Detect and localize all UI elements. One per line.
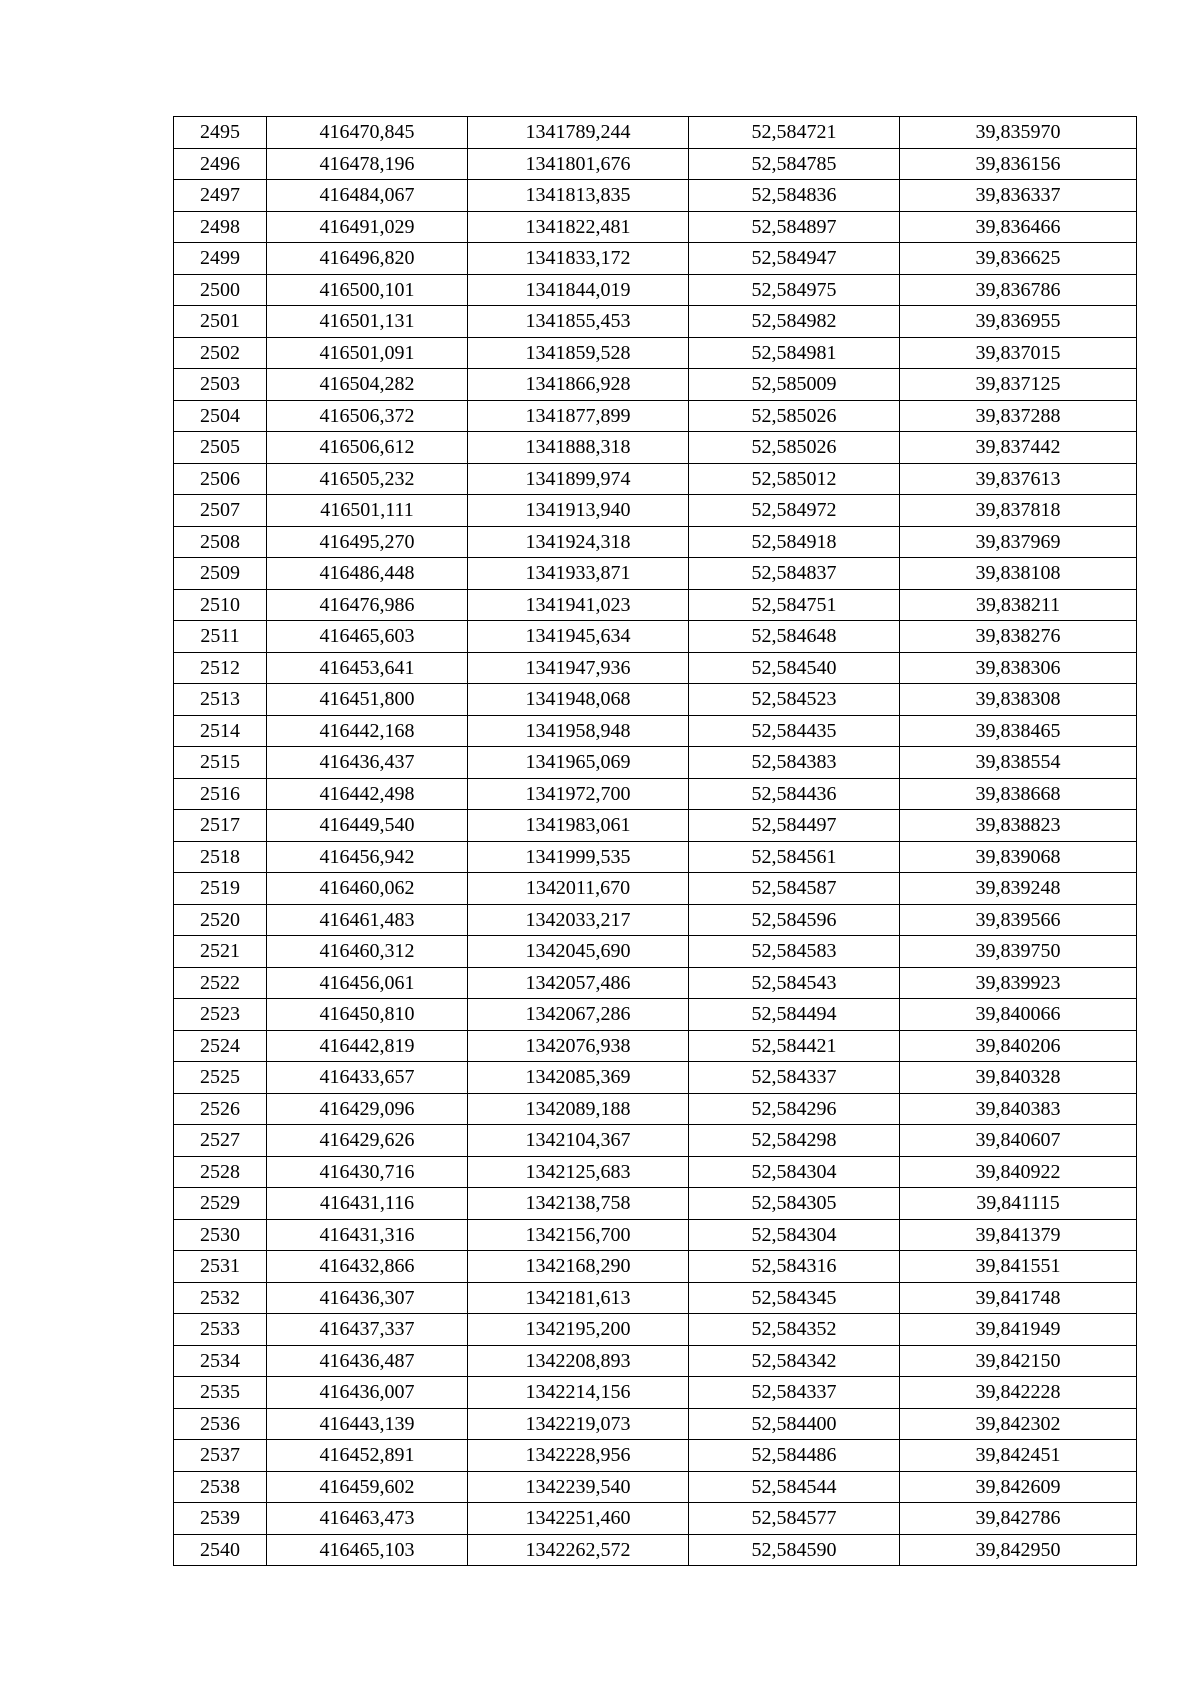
table-row — [174, 967, 1137, 999]
y-coordinate-cell: 1341958,948 — [468, 715, 689, 747]
x-coordinate-cell: 416429,626 — [267, 1125, 468, 1157]
longitude-cell: 39,842609 — [900, 1471, 1137, 1503]
latitude-cell: 52,584982 — [689, 306, 900, 338]
x-coordinate-cell: 416436,307 — [267, 1282, 468, 1314]
table-row — [174, 1314, 1137, 1346]
latitude-cell: 52,584590 — [689, 1534, 900, 1566]
y-coordinate-cell: 1341813,835 — [468, 180, 689, 212]
point-number-cell: 2503 — [174, 369, 267, 401]
latitude-cell: 52,585009 — [689, 369, 900, 401]
y-coordinate-cell: 1342104,367 — [468, 1125, 689, 1157]
latitude-cell: 52,584436 — [689, 778, 900, 810]
latitude-cell: 52,584352 — [689, 1314, 900, 1346]
latitude-cell: 52,584421 — [689, 1030, 900, 1062]
point-number-cell: 2500 — [174, 274, 267, 306]
point-number-cell: 2538 — [174, 1471, 267, 1503]
latitude-cell: 52,584316 — [689, 1251, 900, 1283]
latitude-cell: 52,584583 — [689, 936, 900, 968]
latitude-cell: 52,584918 — [689, 526, 900, 558]
point-number-cell: 2523 — [174, 999, 267, 1031]
longitude-cell: 39,838308 — [900, 684, 1137, 716]
latitude-cell: 52,584435 — [689, 715, 900, 747]
longitude-cell: 39,837969 — [900, 526, 1137, 558]
longitude-cell: 39,841949 — [900, 1314, 1137, 1346]
latitude-cell: 52,584596 — [689, 904, 900, 936]
longitude-cell: 39,837288 — [900, 400, 1137, 432]
latitude-cell: 52,584648 — [689, 621, 900, 653]
table-row — [174, 747, 1137, 779]
point-number-cell: 2540 — [174, 1534, 267, 1566]
latitude-cell: 52,584523 — [689, 684, 900, 716]
table-row — [174, 211, 1137, 243]
point-number-cell: 2496 — [174, 148, 267, 180]
x-coordinate-cell: 416505,232 — [267, 463, 468, 495]
longitude-cell: 39,838276 — [900, 621, 1137, 653]
table-row — [174, 306, 1137, 338]
x-coordinate-cell: 416429,096 — [267, 1093, 468, 1125]
table-row — [174, 873, 1137, 905]
latitude-cell: 52,584337 — [689, 1377, 900, 1409]
x-coordinate-cell: 416461,483 — [267, 904, 468, 936]
longitude-cell: 39,840922 — [900, 1156, 1137, 1188]
table-row — [174, 274, 1137, 306]
y-coordinate-cell: 1341947,936 — [468, 652, 689, 684]
longitude-cell: 39,840206 — [900, 1030, 1137, 1062]
table-row — [174, 999, 1137, 1031]
point-number-cell: 2519 — [174, 873, 267, 905]
table-row — [174, 1503, 1137, 1535]
longitude-cell: 39,839750 — [900, 936, 1137, 968]
point-number-cell: 2518 — [174, 841, 267, 873]
y-coordinate-cell: 1342168,290 — [468, 1251, 689, 1283]
point-number-cell: 2498 — [174, 211, 267, 243]
point-number-cell: 2533 — [174, 1314, 267, 1346]
point-number-cell: 2512 — [174, 652, 267, 684]
table-row — [174, 1219, 1137, 1251]
x-coordinate-cell: 416501,111 — [267, 495, 468, 527]
point-number-cell: 2516 — [174, 778, 267, 810]
y-coordinate-cell: 1341999,535 — [468, 841, 689, 873]
latitude-cell: 52,584785 — [689, 148, 900, 180]
y-coordinate-cell: 1342208,893 — [468, 1345, 689, 1377]
y-coordinate-cell: 1341801,676 — [468, 148, 689, 180]
y-coordinate-cell: 1342033,217 — [468, 904, 689, 936]
x-coordinate-cell: 416463,473 — [267, 1503, 468, 1535]
point-number-cell: 2529 — [174, 1188, 267, 1220]
table-row — [174, 180, 1137, 212]
table-row — [174, 463, 1137, 495]
latitude-cell: 52,585026 — [689, 432, 900, 464]
y-coordinate-cell: 1341941,023 — [468, 589, 689, 621]
longitude-cell: 39,837818 — [900, 495, 1137, 527]
latitude-cell: 52,584577 — [689, 1503, 900, 1535]
table-row — [174, 117, 1137, 149]
latitude-cell: 52,584721 — [689, 117, 900, 149]
longitude-cell: 39,836955 — [900, 306, 1137, 338]
point-number-cell: 2513 — [174, 684, 267, 716]
longitude-cell: 39,836156 — [900, 148, 1137, 180]
table-row — [174, 715, 1137, 747]
latitude-cell: 52,584587 — [689, 873, 900, 905]
longitude-cell: 39,836786 — [900, 274, 1137, 306]
longitude-cell: 39,838211 — [900, 589, 1137, 621]
longitude-cell: 39,841748 — [900, 1282, 1137, 1314]
latitude-cell: 52,584540 — [689, 652, 900, 684]
longitude-cell: 39,836337 — [900, 180, 1137, 212]
y-coordinate-cell: 1342085,369 — [468, 1062, 689, 1094]
latitude-cell: 52,584304 — [689, 1219, 900, 1251]
y-coordinate-cell: 1341789,244 — [468, 117, 689, 149]
table-row — [174, 621, 1137, 653]
longitude-cell: 39,837442 — [900, 432, 1137, 464]
point-number-cell: 2539 — [174, 1503, 267, 1535]
table-row — [174, 1156, 1137, 1188]
y-coordinate-cell: 1341983,061 — [468, 810, 689, 842]
x-coordinate-cell: 416442,498 — [267, 778, 468, 810]
y-coordinate-cell: 1341866,928 — [468, 369, 689, 401]
x-coordinate-cell: 416443,139 — [267, 1408, 468, 1440]
longitude-cell: 39,837613 — [900, 463, 1137, 495]
latitude-cell: 52,584947 — [689, 243, 900, 275]
longitude-cell: 39,841551 — [900, 1251, 1137, 1283]
y-coordinate-cell: 1342262,572 — [468, 1534, 689, 1566]
point-number-cell: 2502 — [174, 337, 267, 369]
point-number-cell: 2536 — [174, 1408, 267, 1440]
y-coordinate-cell: 1341948,068 — [468, 684, 689, 716]
point-number-cell: 2495 — [174, 117, 267, 149]
table-row — [174, 337, 1137, 369]
longitude-cell: 39,840328 — [900, 1062, 1137, 1094]
latitude-cell: 52,584298 — [689, 1125, 900, 1157]
x-coordinate-cell: 416450,810 — [267, 999, 468, 1031]
point-number-cell: 2532 — [174, 1282, 267, 1314]
point-number-cell: 2508 — [174, 526, 267, 558]
table-row — [174, 778, 1137, 810]
x-coordinate-cell: 416491,029 — [267, 211, 468, 243]
longitude-cell: 39,838108 — [900, 558, 1137, 590]
latitude-cell: 52,584296 — [689, 1093, 900, 1125]
table-row — [174, 1408, 1137, 1440]
point-number-cell: 2505 — [174, 432, 267, 464]
y-coordinate-cell: 1342076,938 — [468, 1030, 689, 1062]
y-coordinate-cell: 1342239,540 — [468, 1471, 689, 1503]
point-number-cell: 2528 — [174, 1156, 267, 1188]
x-coordinate-cell: 416501,091 — [267, 337, 468, 369]
y-coordinate-cell: 1341877,899 — [468, 400, 689, 432]
x-coordinate-cell: 416465,603 — [267, 621, 468, 653]
latitude-cell: 52,584972 — [689, 495, 900, 527]
x-coordinate-cell: 416432,866 — [267, 1251, 468, 1283]
x-coordinate-cell: 416430,716 — [267, 1156, 468, 1188]
x-coordinate-cell: 416451,800 — [267, 684, 468, 716]
point-number-cell: 2517 — [174, 810, 267, 842]
y-coordinate-cell: 1341913,940 — [468, 495, 689, 527]
latitude-cell: 52,584383 — [689, 747, 900, 779]
longitude-cell: 39,838306 — [900, 652, 1137, 684]
latitude-cell: 52,584981 — [689, 337, 900, 369]
latitude-cell: 52,584837 — [689, 558, 900, 590]
y-coordinate-cell: 1342089,188 — [468, 1093, 689, 1125]
point-number-cell: 2506 — [174, 463, 267, 495]
y-coordinate-cell: 1342251,460 — [468, 1503, 689, 1535]
x-coordinate-cell: 416470,845 — [267, 117, 468, 149]
x-coordinate-cell: 416456,061 — [267, 967, 468, 999]
longitude-cell: 39,838465 — [900, 715, 1137, 747]
y-coordinate-cell: 1342228,956 — [468, 1440, 689, 1472]
point-number-cell: 2537 — [174, 1440, 267, 1472]
longitude-cell: 39,841379 — [900, 1219, 1137, 1251]
longitude-cell: 39,838823 — [900, 810, 1137, 842]
latitude-cell: 52,584304 — [689, 1156, 900, 1188]
point-number-cell: 2509 — [174, 558, 267, 590]
longitude-cell: 39,842150 — [900, 1345, 1137, 1377]
table-row — [174, 148, 1137, 180]
y-coordinate-cell: 1342181,613 — [468, 1282, 689, 1314]
x-coordinate-cell: 416437,337 — [267, 1314, 468, 1346]
point-number-cell: 2525 — [174, 1062, 267, 1094]
y-coordinate-cell: 1342045,690 — [468, 936, 689, 968]
y-coordinate-cell: 1342125,683 — [468, 1156, 689, 1188]
latitude-cell: 52,584337 — [689, 1062, 900, 1094]
x-coordinate-cell: 416484,067 — [267, 180, 468, 212]
x-coordinate-cell: 416442,819 — [267, 1030, 468, 1062]
point-number-cell: 2524 — [174, 1030, 267, 1062]
y-coordinate-cell: 1342067,286 — [468, 999, 689, 1031]
y-coordinate-cell: 1341859,528 — [468, 337, 689, 369]
y-coordinate-cell: 1342219,073 — [468, 1408, 689, 1440]
point-number-cell: 2527 — [174, 1125, 267, 1157]
y-coordinate-cell: 1341972,700 — [468, 778, 689, 810]
latitude-cell: 52,584897 — [689, 211, 900, 243]
point-number-cell: 2531 — [174, 1251, 267, 1283]
x-coordinate-cell: 416486,448 — [267, 558, 468, 590]
point-number-cell: 2526 — [174, 1093, 267, 1125]
table-row — [174, 243, 1137, 275]
longitude-cell: 39,842451 — [900, 1440, 1137, 1472]
table-row — [174, 400, 1137, 432]
table-row — [174, 1377, 1137, 1409]
x-coordinate-cell: 416501,131 — [267, 306, 468, 338]
y-coordinate-cell: 1341899,974 — [468, 463, 689, 495]
table-row — [174, 1471, 1137, 1503]
x-coordinate-cell: 416506,372 — [267, 400, 468, 432]
table-row — [174, 526, 1137, 558]
point-number-cell: 2515 — [174, 747, 267, 779]
longitude-cell: 39,838554 — [900, 747, 1137, 779]
y-coordinate-cell: 1341888,318 — [468, 432, 689, 464]
y-coordinate-cell: 1342057,486 — [468, 967, 689, 999]
longitude-cell: 39,840383 — [900, 1093, 1137, 1125]
longitude-cell: 39,840066 — [900, 999, 1137, 1031]
table-row — [174, 841, 1137, 873]
longitude-cell: 39,839068 — [900, 841, 1137, 873]
coordinates-table-body — [174, 117, 1137, 1566]
longitude-cell: 39,840607 — [900, 1125, 1137, 1157]
table-row — [174, 1251, 1137, 1283]
point-number-cell: 2522 — [174, 967, 267, 999]
table-row — [174, 1062, 1137, 1094]
latitude-cell: 52,584836 — [689, 180, 900, 212]
x-coordinate-cell: 416431,116 — [267, 1188, 468, 1220]
latitude-cell: 52,584494 — [689, 999, 900, 1031]
point-number-cell: 2520 — [174, 904, 267, 936]
latitude-cell: 52,585026 — [689, 400, 900, 432]
table-row — [174, 1093, 1137, 1125]
point-number-cell: 2521 — [174, 936, 267, 968]
latitude-cell: 52,584342 — [689, 1345, 900, 1377]
point-number-cell: 2497 — [174, 180, 267, 212]
table-row — [174, 904, 1137, 936]
x-coordinate-cell: 416465,103 — [267, 1534, 468, 1566]
point-number-cell: 2535 — [174, 1377, 267, 1409]
latitude-cell: 52,584400 — [689, 1408, 900, 1440]
y-coordinate-cell: 1342214,156 — [468, 1377, 689, 1409]
x-coordinate-cell: 416433,657 — [267, 1062, 468, 1094]
longitude-cell: 39,841115 — [900, 1188, 1137, 1220]
longitude-cell: 39,837125 — [900, 369, 1137, 401]
latitude-cell: 52,584751 — [689, 589, 900, 621]
x-coordinate-cell: 416500,101 — [267, 274, 468, 306]
x-coordinate-cell: 416476,986 — [267, 589, 468, 621]
table-row — [174, 495, 1137, 527]
latitude-cell: 52,584543 — [689, 967, 900, 999]
latitude-cell: 52,584561 — [689, 841, 900, 873]
point-number-cell: 2514 — [174, 715, 267, 747]
y-coordinate-cell: 1341933,871 — [468, 558, 689, 590]
table-row — [174, 1282, 1137, 1314]
longitude-cell: 39,842950 — [900, 1534, 1137, 1566]
y-coordinate-cell: 1342195,200 — [468, 1314, 689, 1346]
table-row — [174, 936, 1137, 968]
point-number-cell: 2504 — [174, 400, 267, 432]
longitude-cell: 39,838668 — [900, 778, 1137, 810]
x-coordinate-cell: 416460,312 — [267, 936, 468, 968]
point-number-cell: 2510 — [174, 589, 267, 621]
latitude-cell: 52,584975 — [689, 274, 900, 306]
x-coordinate-cell: 416504,282 — [267, 369, 468, 401]
longitude-cell: 39,842228 — [900, 1377, 1137, 1409]
longitude-cell: 39,839566 — [900, 904, 1137, 936]
point-number-cell: 2534 — [174, 1345, 267, 1377]
y-coordinate-cell: 1341844,019 — [468, 274, 689, 306]
x-coordinate-cell: 416478,196 — [267, 148, 468, 180]
point-number-cell: 2530 — [174, 1219, 267, 1251]
table-row — [174, 684, 1137, 716]
y-coordinate-cell: 1341855,453 — [468, 306, 689, 338]
x-coordinate-cell: 416442,168 — [267, 715, 468, 747]
x-coordinate-cell: 416496,820 — [267, 243, 468, 275]
table-row — [174, 432, 1137, 464]
table-row — [174, 589, 1137, 621]
x-coordinate-cell: 416459,602 — [267, 1471, 468, 1503]
coordinates-table — [173, 116, 1137, 1566]
x-coordinate-cell: 416436,007 — [267, 1377, 468, 1409]
table-row — [174, 1534, 1137, 1566]
table-row — [174, 369, 1137, 401]
table-row — [174, 558, 1137, 590]
x-coordinate-cell: 416453,641 — [267, 652, 468, 684]
latitude-cell: 52,584486 — [689, 1440, 900, 1472]
y-coordinate-cell: 1341924,318 — [468, 526, 689, 558]
x-coordinate-cell: 416452,891 — [267, 1440, 468, 1472]
x-coordinate-cell: 416431,316 — [267, 1219, 468, 1251]
longitude-cell: 39,842786 — [900, 1503, 1137, 1535]
longitude-cell: 39,836625 — [900, 243, 1137, 275]
latitude-cell: 52,584345 — [689, 1282, 900, 1314]
x-coordinate-cell: 416460,062 — [267, 873, 468, 905]
x-coordinate-cell: 416436,487 — [267, 1345, 468, 1377]
table-row — [174, 1345, 1137, 1377]
y-coordinate-cell: 1341945,634 — [468, 621, 689, 653]
x-coordinate-cell: 416495,270 — [267, 526, 468, 558]
point-number-cell: 2501 — [174, 306, 267, 338]
table-row — [174, 652, 1137, 684]
latitude-cell: 52,584497 — [689, 810, 900, 842]
latitude-cell: 52,584544 — [689, 1471, 900, 1503]
longitude-cell: 39,839923 — [900, 967, 1137, 999]
y-coordinate-cell: 1341822,481 — [468, 211, 689, 243]
y-coordinate-cell: 1342138,758 — [468, 1188, 689, 1220]
y-coordinate-cell: 1341965,069 — [468, 747, 689, 779]
x-coordinate-cell: 416449,540 — [267, 810, 468, 842]
table-row — [174, 1030, 1137, 1062]
latitude-cell: 52,584305 — [689, 1188, 900, 1220]
table-row — [174, 810, 1137, 842]
longitude-cell: 39,839248 — [900, 873, 1137, 905]
y-coordinate-cell: 1342156,700 — [468, 1219, 689, 1251]
longitude-cell: 39,837015 — [900, 337, 1137, 369]
point-number-cell: 2511 — [174, 621, 267, 653]
longitude-cell: 39,842302 — [900, 1408, 1137, 1440]
x-coordinate-cell: 416506,612 — [267, 432, 468, 464]
x-coordinate-cell: 416436,437 — [267, 747, 468, 779]
y-coordinate-cell: 1342011,670 — [468, 873, 689, 905]
table-row — [174, 1125, 1137, 1157]
latitude-cell: 52,585012 — [689, 463, 900, 495]
x-coordinate-cell: 416456,942 — [267, 841, 468, 873]
y-coordinate-cell: 1341833,172 — [468, 243, 689, 275]
table-row — [174, 1188, 1137, 1220]
longitude-cell: 39,836466 — [900, 211, 1137, 243]
table-row — [174, 1440, 1137, 1472]
point-number-cell: 2499 — [174, 243, 267, 275]
longitude-cell: 39,835970 — [900, 117, 1137, 149]
point-number-cell: 2507 — [174, 495, 267, 527]
